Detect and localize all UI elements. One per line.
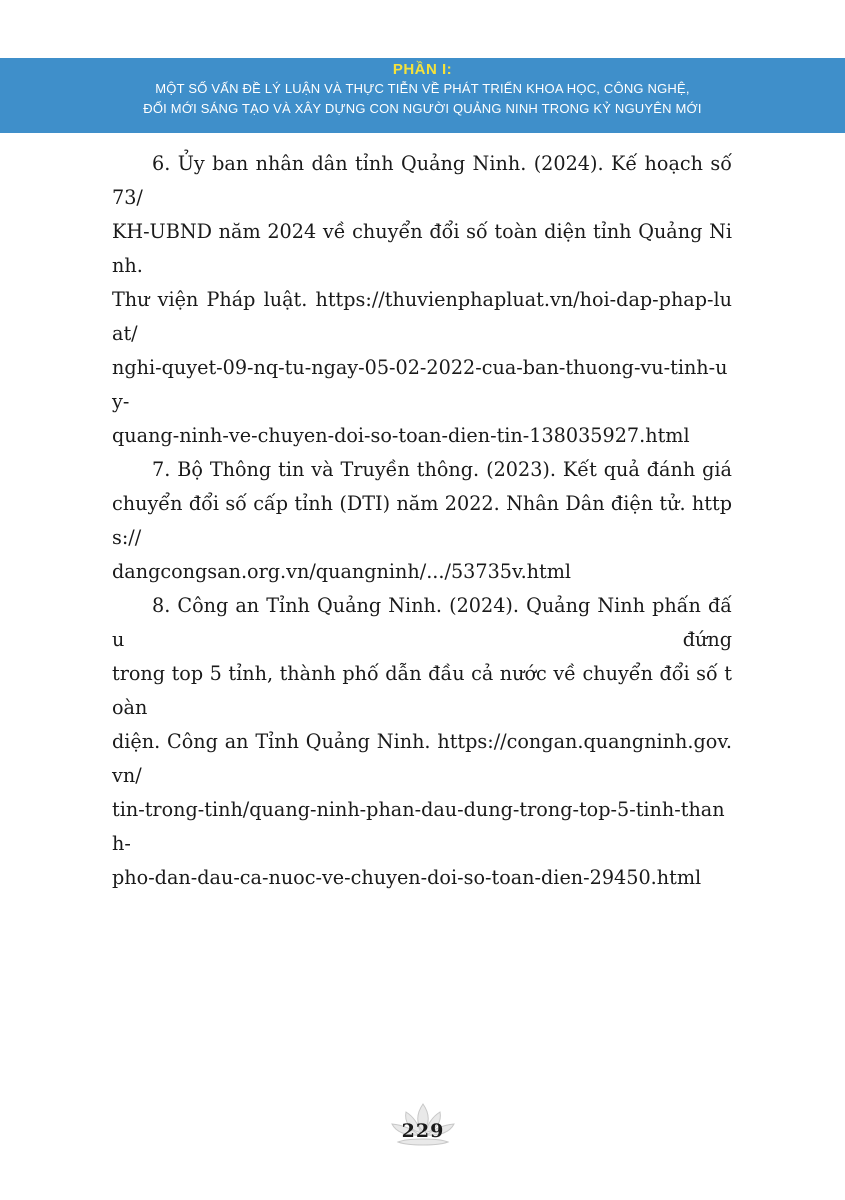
part-subtitle-line-1: MỘT SỐ VẤN ĐỀ LÝ LUẬN VÀ THỰC TIỄN VỀ PHÁT TRIỂN KHOA HỌC, CÔNG NGHỆ,: [155, 81, 690, 96]
reference-line: trong top 5 tỉnh, thành phố dẫn đầu cả nước về chuyển đổi số toàn: [112, 662, 732, 719]
reference-line: nghi-quyet-09-nq-tu-ngay-05-02-2022-cua-ban-thuong-vu-tinh-uy-: [112, 356, 728, 413]
reference-item: [112, 453, 732, 589]
reference-line: 6. Ủy ban nhân dân tỉnh Quảng Ninh. (2024). Kế hoạch số 73/: [112, 152, 732, 209]
reference-line: tin-trong-tinh/quang-ninh-phan-dau-dung-trong-top-5-tinh-thanh-: [112, 798, 725, 855]
reference-list: [112, 147, 732, 895]
reference-line: 8. Công an Tỉnh Quảng Ninh. (2024). Quảng Ninh phấn đấu đứng: [112, 594, 732, 651]
chapter-header-band: [0, 58, 845, 133]
reference-line: chuyển đổi số cấp tỉnh (DTI) năm 2022. Nhân Dân điện tử. https://: [112, 492, 732, 549]
part-subtitle-line-2: ĐỔI MỚI SÁNG TẠO VÀ XÂY DỰNG CON NGƯỜI QUẢNG NINH TRONG KỶ NGUYÊN MỚI: [143, 101, 702, 116]
page-number: 229: [401, 1120, 445, 1142]
reference-line: KH-UBND năm 2024 về chuyển đổi số toàn diện tỉnh Quảng Ninh.: [112, 220, 732, 277]
part-title: PHẦN I:: [392, 61, 453, 78]
reference-line: Thư viện Pháp luật. https://thuvienphapluat.vn/hoi-dap-phap-luat/: [112, 288, 732, 345]
reference-line: diện. Công an Tỉnh Quảng Ninh. https://congan.quangninh.gov.vn/: [112, 730, 732, 787]
reference-item: [112, 147, 732, 453]
reference-item: [112, 589, 732, 895]
reference-line: 7. Bộ Thông tin và Truyền thông. (2023). Kết quả đánh giá: [152, 458, 732, 481]
reference-line: dangcongsan.org.vn/quangninh/.../53735v.html: [112, 560, 572, 583]
reference-line: quang-ninh-ve-chuyen-doi-so-toan-dien-tin-138035927.html: [112, 424, 690, 447]
reference-line: pho-dan-dau-ca-nuoc-ve-chuyen-doi-so-toan-dien-29450.html: [112, 866, 702, 889]
